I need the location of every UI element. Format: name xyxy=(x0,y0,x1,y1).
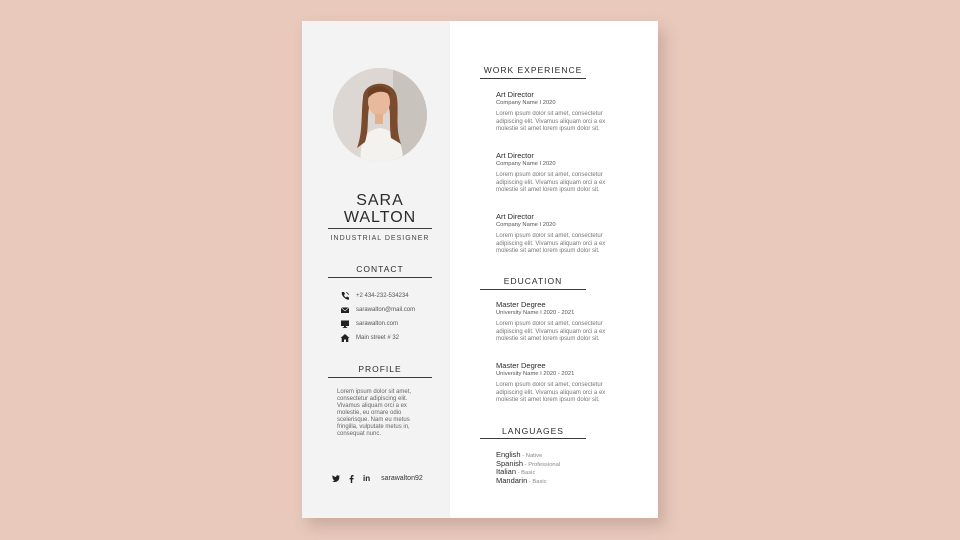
desc-line: Lorem ipsum dolor sit amet, consectetur xyxy=(496,233,603,239)
education-meta: University Name I 2020 - 2021 xyxy=(496,371,575,377)
profile-line: consectetur adipiscing elit. xyxy=(337,396,408,402)
work-role: Art Director xyxy=(496,151,534,160)
social-links xyxy=(332,474,423,483)
contact-address xyxy=(340,333,399,343)
social-handle[interactable]: sarawalton92 xyxy=(381,475,423,482)
profile-photo xyxy=(333,68,427,162)
last-name: WALTON xyxy=(343,209,417,226)
education-heading: EDUCATION xyxy=(503,276,563,286)
website-text: sarawalton.com xyxy=(356,321,399,327)
desc-line: molestie sit amet lorem ipsum dolor sit. xyxy=(496,397,600,403)
resume-sidebar xyxy=(302,21,450,518)
desc-line: adipiscing elit. Vivamus aliquam orci a ex xyxy=(496,240,606,247)
work-meta: Company Name I 2020 xyxy=(496,161,556,167)
envelope-icon xyxy=(340,305,350,315)
profile-divider xyxy=(328,377,432,378)
phone-icon xyxy=(340,291,350,301)
work-meta: Company Name I 2020 xyxy=(496,222,556,228)
contact-phone[interactable] xyxy=(340,291,409,301)
profile-line: scelerisque. Nam eu metus xyxy=(337,417,410,423)
resume-page xyxy=(302,21,658,518)
desc-line: adipiscing elit. Vivamus aliquam orci a ex xyxy=(496,328,606,335)
work-description xyxy=(496,233,616,256)
twitter-icon[interactable] xyxy=(332,475,340,482)
language-name: Spanish xyxy=(496,458,524,468)
monitor-icon xyxy=(340,319,350,329)
work-meta: Company Name I 2020 xyxy=(496,100,556,106)
languages-divider xyxy=(480,438,586,439)
language-name: Mandarin xyxy=(496,475,528,485)
desc-line: molestie sit amet lorem ipsum dolor sit. xyxy=(496,126,600,132)
desc-line: molestie sit amet lorem ipsum dolor sit. xyxy=(496,187,600,193)
language-item xyxy=(496,476,547,485)
address-text: Main street # 32 xyxy=(356,335,400,341)
work-role: Art Director xyxy=(496,212,534,221)
language-name: English xyxy=(496,450,521,459)
profile-line: consequat nunc. xyxy=(337,431,382,437)
home-icon xyxy=(340,333,350,343)
desc-line: molestie sit amet lorem ipsum dolor sit. xyxy=(496,248,600,254)
email-text: sarawalton@mail.com xyxy=(356,307,416,313)
education-entry xyxy=(496,361,616,405)
contact-website[interactable] xyxy=(340,319,398,329)
language-level: - Native xyxy=(520,453,543,459)
language-level: - Basic xyxy=(516,470,536,476)
phone-text: +2 434-232-534234 xyxy=(356,293,409,299)
desc-line: Lorem ipsum dolor sit amet, consectetur xyxy=(496,321,603,327)
profile-line: fringilla, vulputate metus in, xyxy=(337,424,410,430)
language-name: Italian xyxy=(496,467,517,476)
work-description xyxy=(496,172,616,195)
education-description xyxy=(496,321,616,344)
profile-heading: PROFILE xyxy=(358,364,402,374)
name-divider xyxy=(328,228,432,229)
work-experience-heading: WORK EXPERIENCE xyxy=(483,65,583,75)
desc-line: molestie sit amet lorem ipsum dolor sit. xyxy=(496,336,600,342)
desc-line: adipiscing elit. Vivamus aliquam orci a ex xyxy=(496,118,606,125)
education-divider xyxy=(480,289,586,290)
profile-line: molestie, eu ornare odio xyxy=(337,410,402,416)
profile-line: Vivamus aliquam orci a ex xyxy=(337,403,407,409)
desc-line: adipiscing elit. Vivamus aliquam orci a ex xyxy=(496,179,606,186)
education-degree: Master Degree xyxy=(496,361,546,370)
work-description xyxy=(496,111,616,134)
contact-divider xyxy=(328,277,432,278)
work-entry xyxy=(496,212,616,256)
work-divider xyxy=(480,78,586,79)
languages-heading: LANGUAGES xyxy=(502,426,564,436)
education-entry xyxy=(496,300,616,344)
education-degree: Master Degree xyxy=(496,300,546,309)
job-title: INDUSTRIAL DESIGNER xyxy=(330,235,430,242)
first-name: SARA xyxy=(356,192,404,209)
language-level: - Professional xyxy=(523,461,561,468)
desc-line: Lorem ipsum dolor sit amet, consectetur xyxy=(496,111,603,117)
desc-line: adipiscing elit. Vivamus aliquam orci a ex xyxy=(496,389,606,396)
work-role: Art Director xyxy=(496,90,534,99)
contact-email[interactable] xyxy=(340,305,415,315)
linkedin-icon[interactable]: in xyxy=(363,474,371,483)
desc-line: Lorem ipsum dolor sit amet, consectetur xyxy=(496,382,603,388)
work-entry xyxy=(496,151,616,195)
contact-heading: CONTACT xyxy=(356,264,404,274)
profile-summary xyxy=(337,389,427,438)
facebook-icon[interactable] xyxy=(349,475,354,483)
profile-line: Lorem ipsum dolor sit amet, xyxy=(337,389,412,395)
work-entry xyxy=(496,90,616,134)
language-level: - Basic xyxy=(527,478,547,485)
education-description xyxy=(496,382,616,405)
desc-line: Lorem ipsum dolor sit amet, consectetur xyxy=(496,172,603,178)
education-meta: University Name I 2020 - 2021 xyxy=(496,310,575,316)
